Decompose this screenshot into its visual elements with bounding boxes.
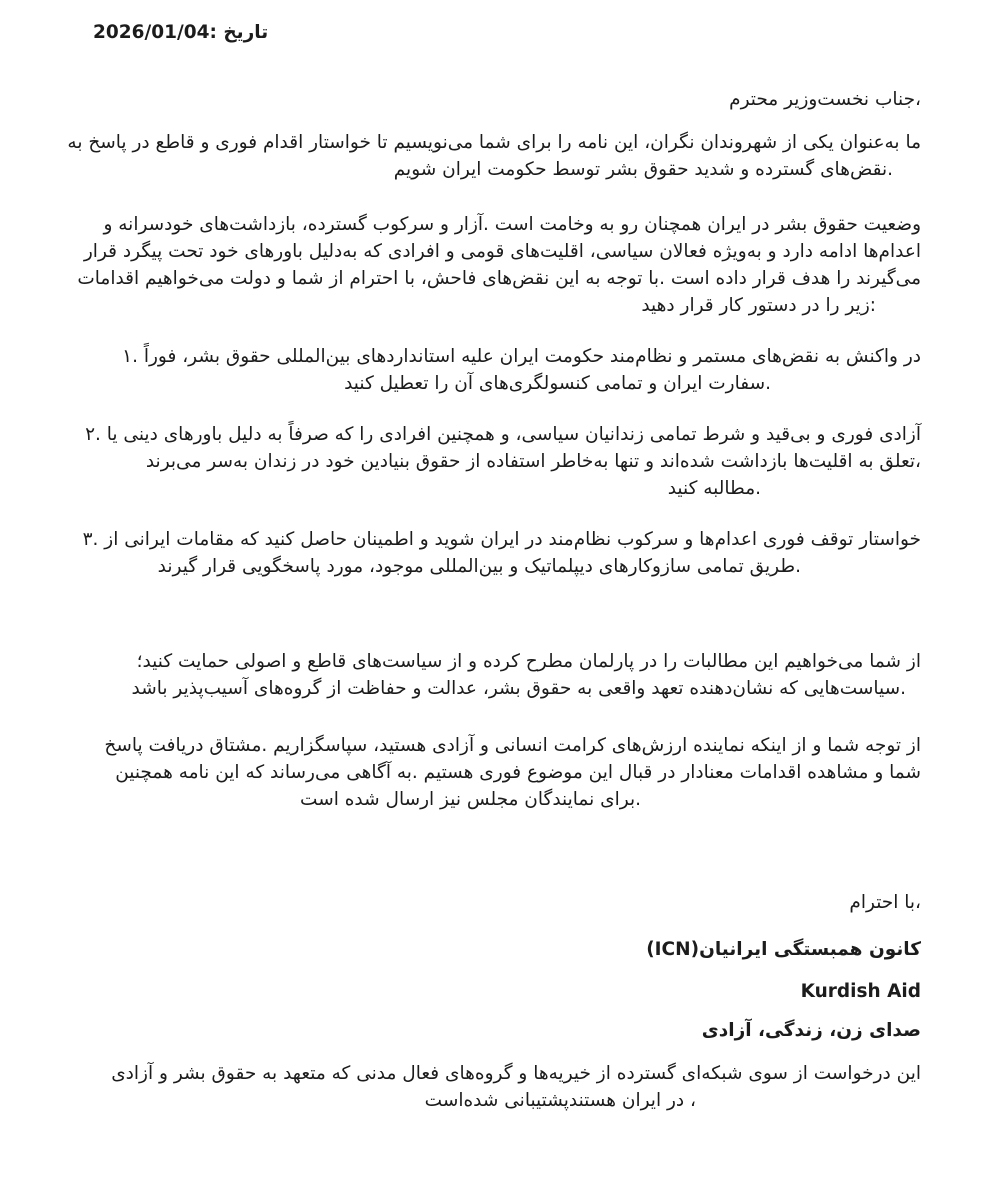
gratitude-line-2: شما و مشاهده اقدامات معنادار در قبال این موضوع فوری هستیم .به آگاهی می‌رساند که این نامه همچنین <box>115 762 921 783</box>
demand-1 <box>65 343 921 397</box>
situation-line-3: می‌گیرند را هدف قرار داده است .با توجه به این نقض‌های فاحش، با احترام از شما و دولت می‌خواهیم اقدامات <box>77 268 921 289</box>
signature-slogan: صدای زن، زندگی، آزادی <box>701 1020 921 1041</box>
demand-2-line-3: .مطالبه کنید <box>667 478 761 499</box>
support-note-line-2: ، در ایران هستندپشتیبانی شده‌است <box>424 1090 696 1111</box>
demand-3 <box>65 526 921 580</box>
demand-2-line-1: آزادی فوری و بی‌قید و شرط تمامی زندانیان سیاسی، و همچنین افرادی را که صرفاً به دلیل باورهای دینی یا .۲ <box>85 424 921 445</box>
support-note-line-1: این درخواست از سوی شبکه‌ای گسترده از خیریه‌ها و گروه‌های فعال مدنی که متعهد به حقوق بشر و آزادی <box>111 1063 921 1084</box>
request-line-2: .سیاست‌هایی که نشان‌دهنده تعهد واقعی به حقوق بشر، عدالت و حفاظت از گروه‌های آسیب‌پذیر باشد <box>131 678 906 699</box>
demand-1-line-2: .سفارت ایران و تمامی کنسولگری‌های آن را تعطیل کنید <box>344 373 771 394</box>
letter-date: تاریخ :2026/01/04 <box>93 22 269 43</box>
demand-1-line-1: در واکنش به نقض‌های مستمر و نظام‌مند حکومت ایران علیه استانداردهای بین‌المللی حقوق بشر، فوراً .۱ <box>122 346 921 367</box>
intro-line-1: ما به‌عنوان یکی از شهروندان نگران، این نامه را برای شما می‌نویسیم تا خواستار اقدام فوری و قاطع در پاسخ به <box>67 132 921 153</box>
situation-line-1: وضعیت حقوق بشر در ایران همچنان رو به وخامت است .آزار و سرکوب گسترده، بازداشت‌های خودسرانه و <box>103 214 921 235</box>
demand-2 <box>65 421 921 502</box>
signature-icn: کانون همبستگی ایرانیان(ICN) <box>646 939 921 960</box>
demand-3-line-1: خواستار توقف فوری اعدام‌ها و سرکوب نظام‌مند در ایران شوید و اطمینان حاصل کنید که مقامات ایرانی از .۳ <box>82 529 921 550</box>
signature-kurdish-aid: Kurdish Aid <box>800 981 921 1002</box>
gratitude-paragraph <box>65 732 921 813</box>
demand-3-line-2: .طریق تمامی سازوکارهای دیپلماتیک و بین‌المللی موجود، مورد پاسخگویی قرار گیرند <box>157 556 801 577</box>
demand-2-line-2: ،تعلق به اقلیت‌ها بازداشت شده‌اند و تنها به‌خاطر استفاده از حقوق بنیادین خود در زندان به‌سر می‌برند <box>145 451 921 472</box>
closing-regards: ،با احترام <box>849 892 921 913</box>
situation-line-2: اعدام‌ها ادامه دارد و به‌ویژه فعالان سیاسی، اقلیت‌های قومی و افرادی که به‌دلیل باورهای خود تحت پیگرد قرار <box>83 241 921 262</box>
intro-line-2: .نقض‌های گسترده و شدید حقوق بشر توسط حکومت ایران شویم <box>393 159 893 180</box>
intro-paragraph <box>65 129 921 183</box>
support-note <box>65 1060 921 1114</box>
parliament-request-paragraph <box>65 648 921 702</box>
gratitude-line-1: از توجه شما و از اینکه نماینده ارزش‌های کرامت انسانی و آزادی هستید، سپاسگزاریم .مشتاق دریافت پاسخ <box>104 735 921 756</box>
request-line-1: از شما می‌خواهیم این مطالبات را در پارلمان مطرح کرده و از سیاست‌های قاطع و اصولی حمایت کنید؛ <box>136 651 921 672</box>
gratitude-line-3: .برای نمایندگان مجلس نیز ارسال شده است <box>300 789 641 810</box>
situation-paragraph <box>65 211 921 319</box>
salutation: ،جناب نخست‌وزیر محترم <box>729 89 921 110</box>
situation-line-4: :زیر را در دستور کار قرار دهید <box>641 295 876 316</box>
